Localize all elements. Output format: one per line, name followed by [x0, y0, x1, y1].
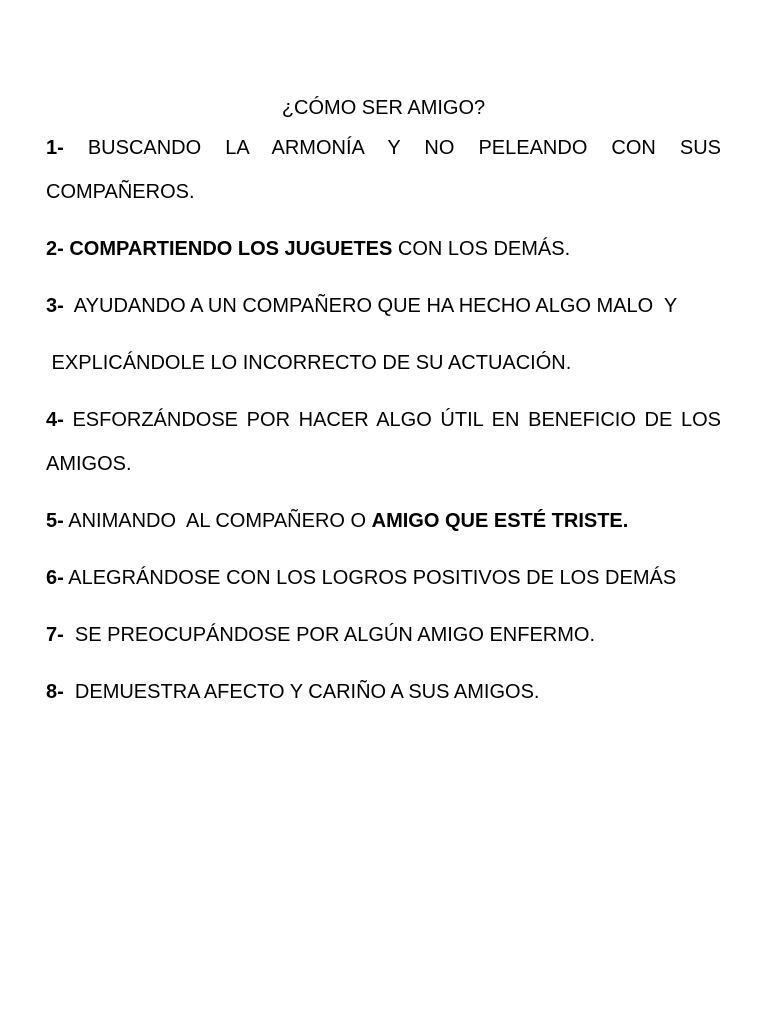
item-text: SE PREOCUPÁNDOSE POR ALGÚN AMIGO ENFERMO. — [63, 624, 596, 646]
list-item-3-continuation — [46, 341, 721, 385]
item-number: 6- — [46, 567, 64, 589]
item-number: 3- — [46, 295, 64, 317]
item-number: 1- — [46, 137, 64, 159]
document-page — [46, 90, 721, 714]
item-text: ANIMANDO AL COMPAÑERO O — [63, 510, 372, 532]
list-item-8 — [46, 670, 721, 714]
item-number: 7- — [46, 624, 64, 646]
item-text: ESFORZÁNDOSE POR HACER ALGO ÚTIL EN BENEFICIO DE LOS AMIGOS. — [46, 409, 721, 475]
item-text: BUSCANDO LA ARMONÍA Y NO PELEANDO CON SUS COMPAÑEROS. — [46, 137, 721, 203]
item-text-continuation: EXPLICÁNDOLE LO INCORRECTO DE SU ACTUACIÓN. — [46, 352, 572, 374]
item-text: DEMUESTRA AFECTO Y CARIÑO A SUS AMIGOS. — [63, 681, 540, 703]
list-item-4 — [46, 398, 721, 486]
list-item-1 — [46, 126, 721, 214]
item-text: AYUDANDO A UN COMPAÑERO QUE HA HECHO ALGO MALO Y — [63, 295, 678, 317]
list-item-6 — [46, 556, 721, 600]
list-item-2 — [46, 227, 721, 271]
item-number: 2- — [46, 238, 64, 260]
list-item-3 — [46, 284, 721, 328]
item-text: CON LOS DEMÁS. — [392, 238, 571, 260]
item-bold-text: COMPARTIENDO LOS JUGUETES — [63, 238, 393, 260]
item-number: 8- — [46, 681, 64, 703]
item-text: ALEGRÁNDOSE CON LOS LOGROS POSITIVOS DE LOS DEMÁS — [63, 567, 677, 589]
list-item-5 — [46, 499, 721, 543]
item-number: 4- — [46, 409, 64, 431]
item-number: 5- — [46, 510, 64, 532]
list-item-7 — [46, 613, 721, 657]
item-bold-text: AMIGO QUE ESTÉ TRISTE. — [371, 510, 629, 532]
document-title: ¿CÓMO SER AMIGO? — [281, 97, 486, 119]
